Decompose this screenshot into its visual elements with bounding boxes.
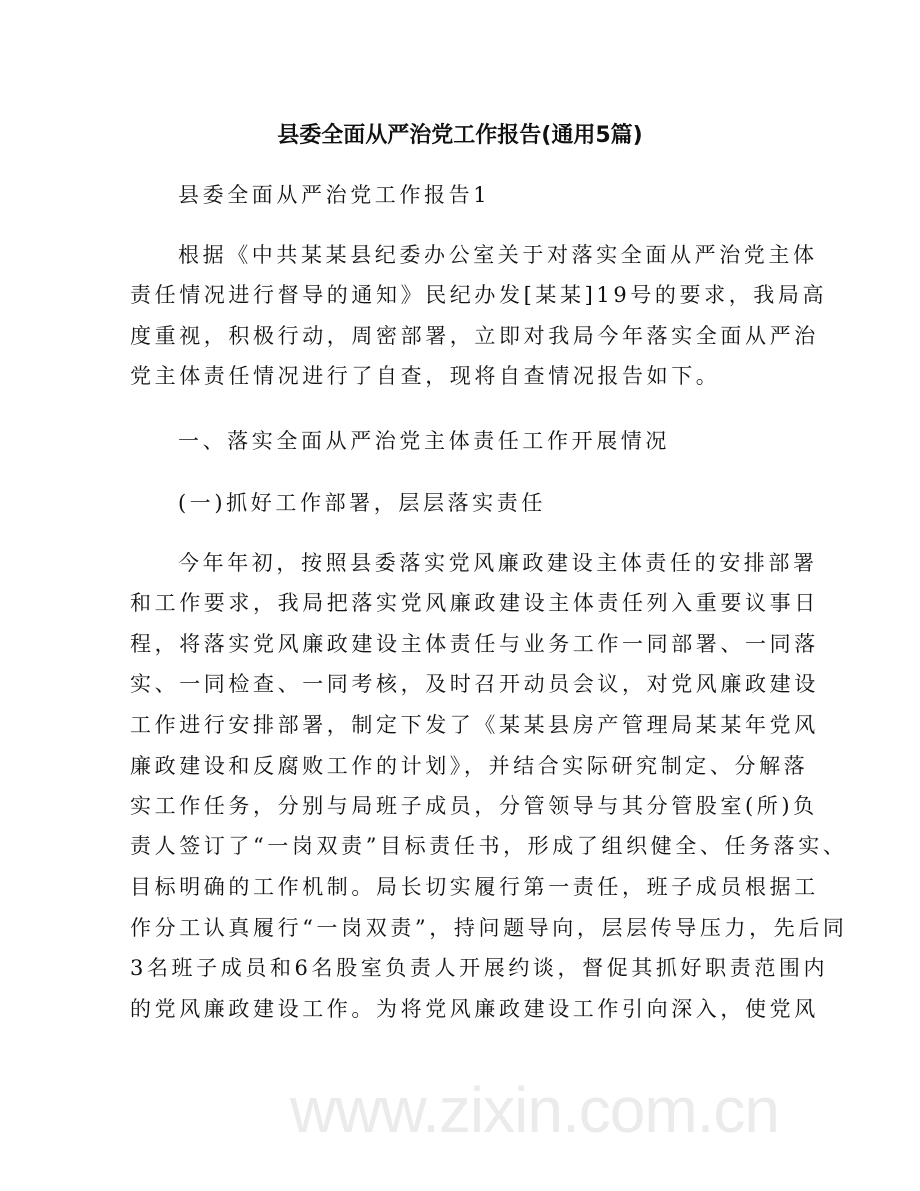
paragraph-line: 度重视，积极行动，周密部署，立即对我局今年落实全面从严治 — [130, 324, 819, 348]
paragraph-line: 今年年初，按照县委落实党风廉政建设主体责任的安排部署 — [178, 551, 818, 575]
paragraph-line: 实工作任务，分别与局班子成员，分管领导与其分管股室(所)负 — [130, 794, 818, 818]
report-subtitle: 县委全面从严治党工作报告1 — [178, 183, 491, 207]
paragraph-line: 廉政建设和反腐败工作的计划》，并结合实际研究制定、分解落 — [130, 754, 809, 778]
subsection-heading: (一)抓好工作部署，层层落实责任 — [178, 491, 546, 515]
paragraph-line: 3名班子成员和6名股室负责人开展约谈，督促其抓好职责范围内 — [130, 956, 829, 980]
paragraph-line: 目标明确的工作机制。局长切实履行第一责任，班子成员根据工 — [130, 875, 819, 899]
paragraph-line: 责人签订了“一岗双责”目标责任书，形成了组织健全、任务落实、 — [130, 834, 848, 858]
paragraph-line: 作分工认真履行“一岗双责”，持问题导向，层层传导压力，先后同 — [130, 916, 848, 940]
paragraph-line: 党主体责任情况进行了自查，现将自查情况报告如下。 — [130, 364, 721, 388]
paragraph-line: 实、一同检查、一同考核，及时召开动员会议，对党风廉政建设 — [130, 672, 819, 696]
paragraph-line: 工作进行安排部署，制定下发了《某某县房产管理局某某年党风 — [130, 713, 819, 737]
paragraph-line: 责任情况进行督导的通知》民纪办发[某某]19号的要求，我局高 — [130, 283, 828, 307]
section-heading: 一、落实全面从严治党主体责任工作开展情况 — [178, 429, 670, 453]
document-title: 县委全面从严治党工作报告(通用5篇) — [277, 123, 643, 148]
paragraph-line: 根据《中共某某县纪委办公室关于对落实全面从严治党主体 — [178, 243, 818, 267]
paragraph-line: 的党风廉政建设工作。为将党风廉政建设工作引向深入，使党风 — [130, 997, 819, 1021]
watermark: www.zixin.com.cn — [290, 1074, 779, 1146]
paragraph-line: 程，将落实党风廉政建设主体责任与业务工作一同部署、一同落 — [130, 632, 819, 656]
paragraph-line: 和工作要求，我局把落实党风廉政建设主体责任列入重要议事日 — [130, 591, 819, 615]
